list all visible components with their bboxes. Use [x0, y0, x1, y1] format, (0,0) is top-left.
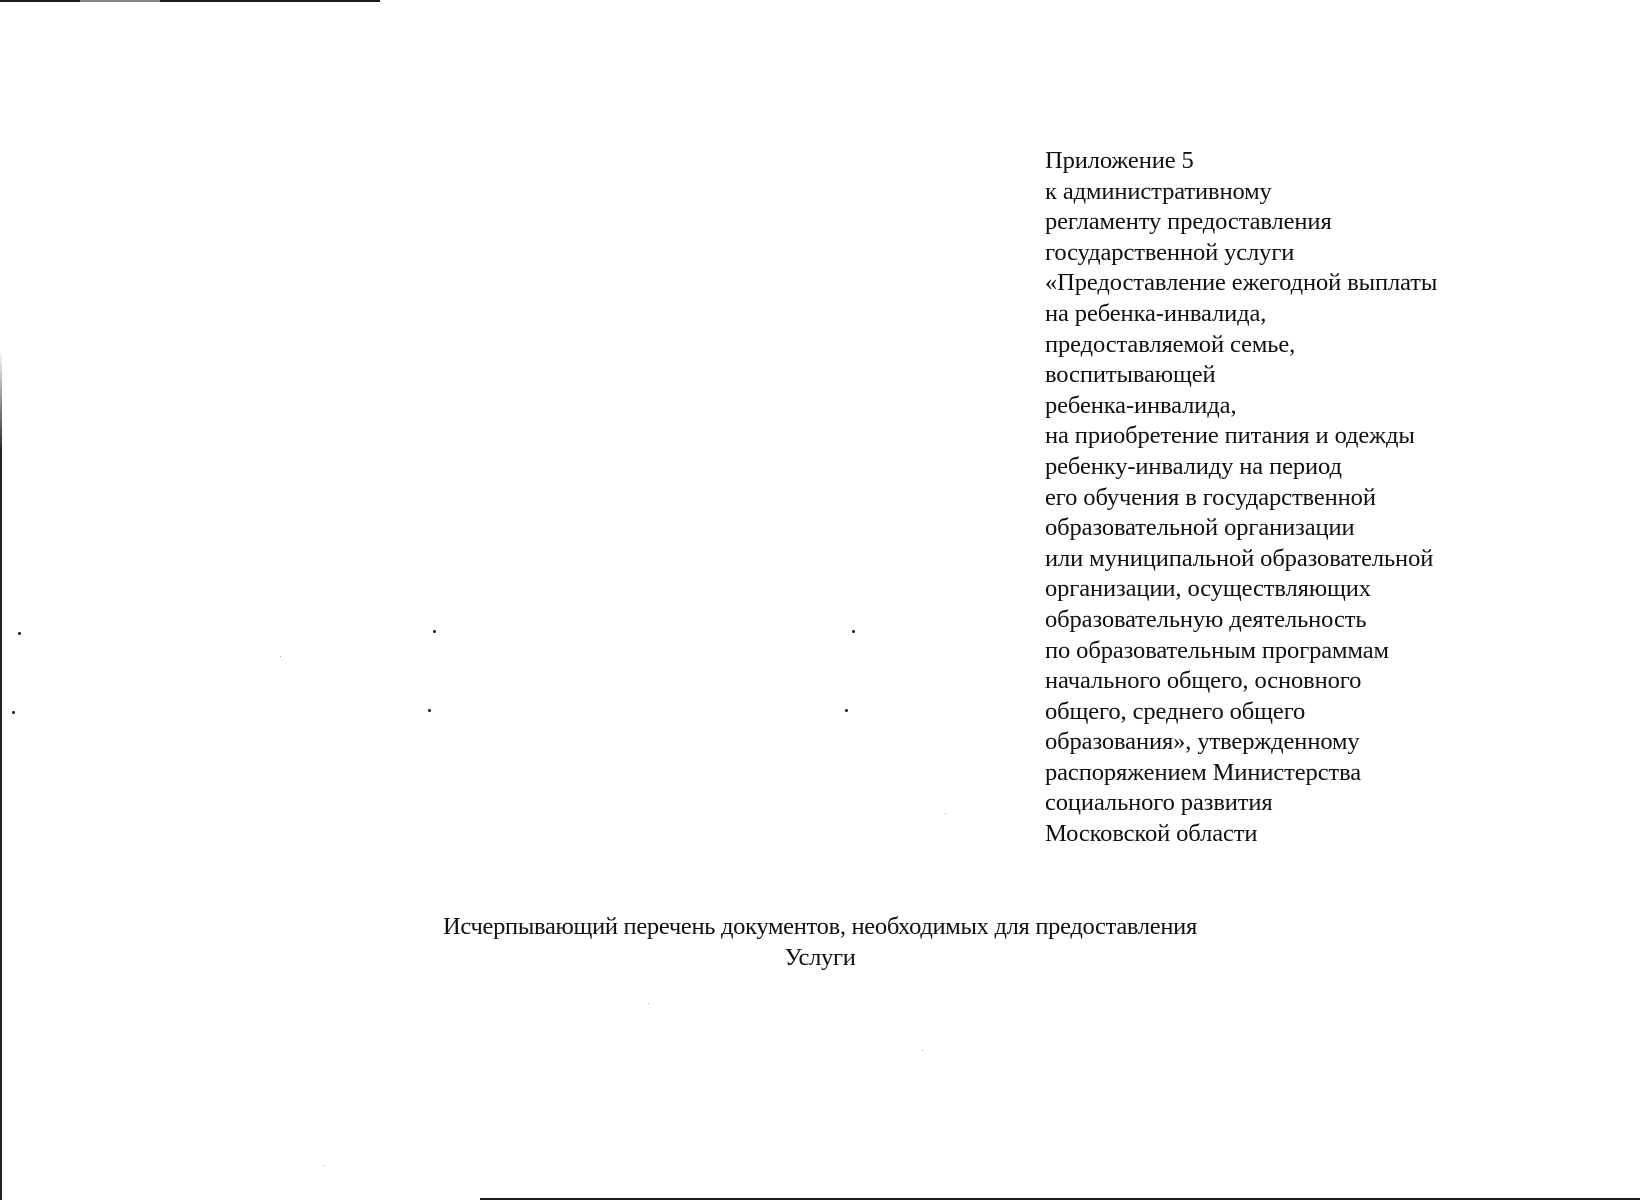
annex-line: образовательной организации	[1045, 514, 1355, 542]
annex-header-block	[1045, 146, 1437, 850]
scan-border-top-shade	[80, 0, 160, 2]
scan-speck	[845, 709, 848, 712]
annex-line: к административному	[1045, 177, 1272, 205]
annex-line: предоставляемой семье,	[1045, 330, 1296, 358]
document-title	[0, 912, 1640, 973]
scan-speck	[648, 1003, 649, 1004]
annex-line: регламенту предоставления	[1045, 208, 1332, 236]
annex-number: Приложение 5	[1045, 147, 1194, 174]
document-title-line: Исчерпывающий перечень документов, необходимых для предоставления	[443, 913, 1197, 940]
annex-line: Московской области	[1045, 820, 1258, 848]
document-title-line: Услуги	[784, 943, 856, 971]
scan-speck	[945, 813, 946, 814]
scan-speck	[280, 656, 281, 657]
annex-line: образовательную деятельность	[1045, 605, 1367, 633]
annex-line: по образовательным программам	[1045, 636, 1389, 664]
annex-line: на приобретение питания и одежды	[1045, 422, 1415, 450]
annex-line: или муниципальной образовательной	[1045, 544, 1434, 572]
annex-line: организации, осуществляющих	[1045, 575, 1371, 603]
annex-line: на ребенка-инвалида,	[1045, 299, 1267, 327]
annex-line: «Предоставление ежегодной выплаты	[1045, 269, 1438, 297]
scan-speck	[428, 709, 431, 712]
scan-speck	[18, 632, 21, 635]
annex-line: ребенку-инвалиду на период	[1045, 452, 1342, 480]
scan-speck	[12, 711, 15, 714]
annex-line: образования», утвержденному	[1045, 728, 1360, 756]
annex-line: государственной услуги	[1045, 238, 1295, 266]
annex-line: распоряжением Министерства	[1045, 758, 1362, 786]
scan-border-top	[0, 0, 380, 2]
annex-line: общего, среднего общего	[1045, 697, 1306, 725]
scan-speck	[852, 630, 855, 633]
annex-line: начального общего, основного	[1045, 667, 1362, 695]
scan-speck	[323, 1165, 324, 1166]
scan-border-left	[0, 350, 2, 1200]
annex-line: его обучения в государственной	[1045, 483, 1376, 511]
scan-speck	[433, 630, 436, 633]
annex-line: воспитывающей	[1045, 361, 1216, 389]
annex-line: ребенка-инвалида,	[1045, 391, 1237, 419]
annex-line: социального развития	[1045, 789, 1273, 817]
scan-speck	[922, 1050, 923, 1051]
